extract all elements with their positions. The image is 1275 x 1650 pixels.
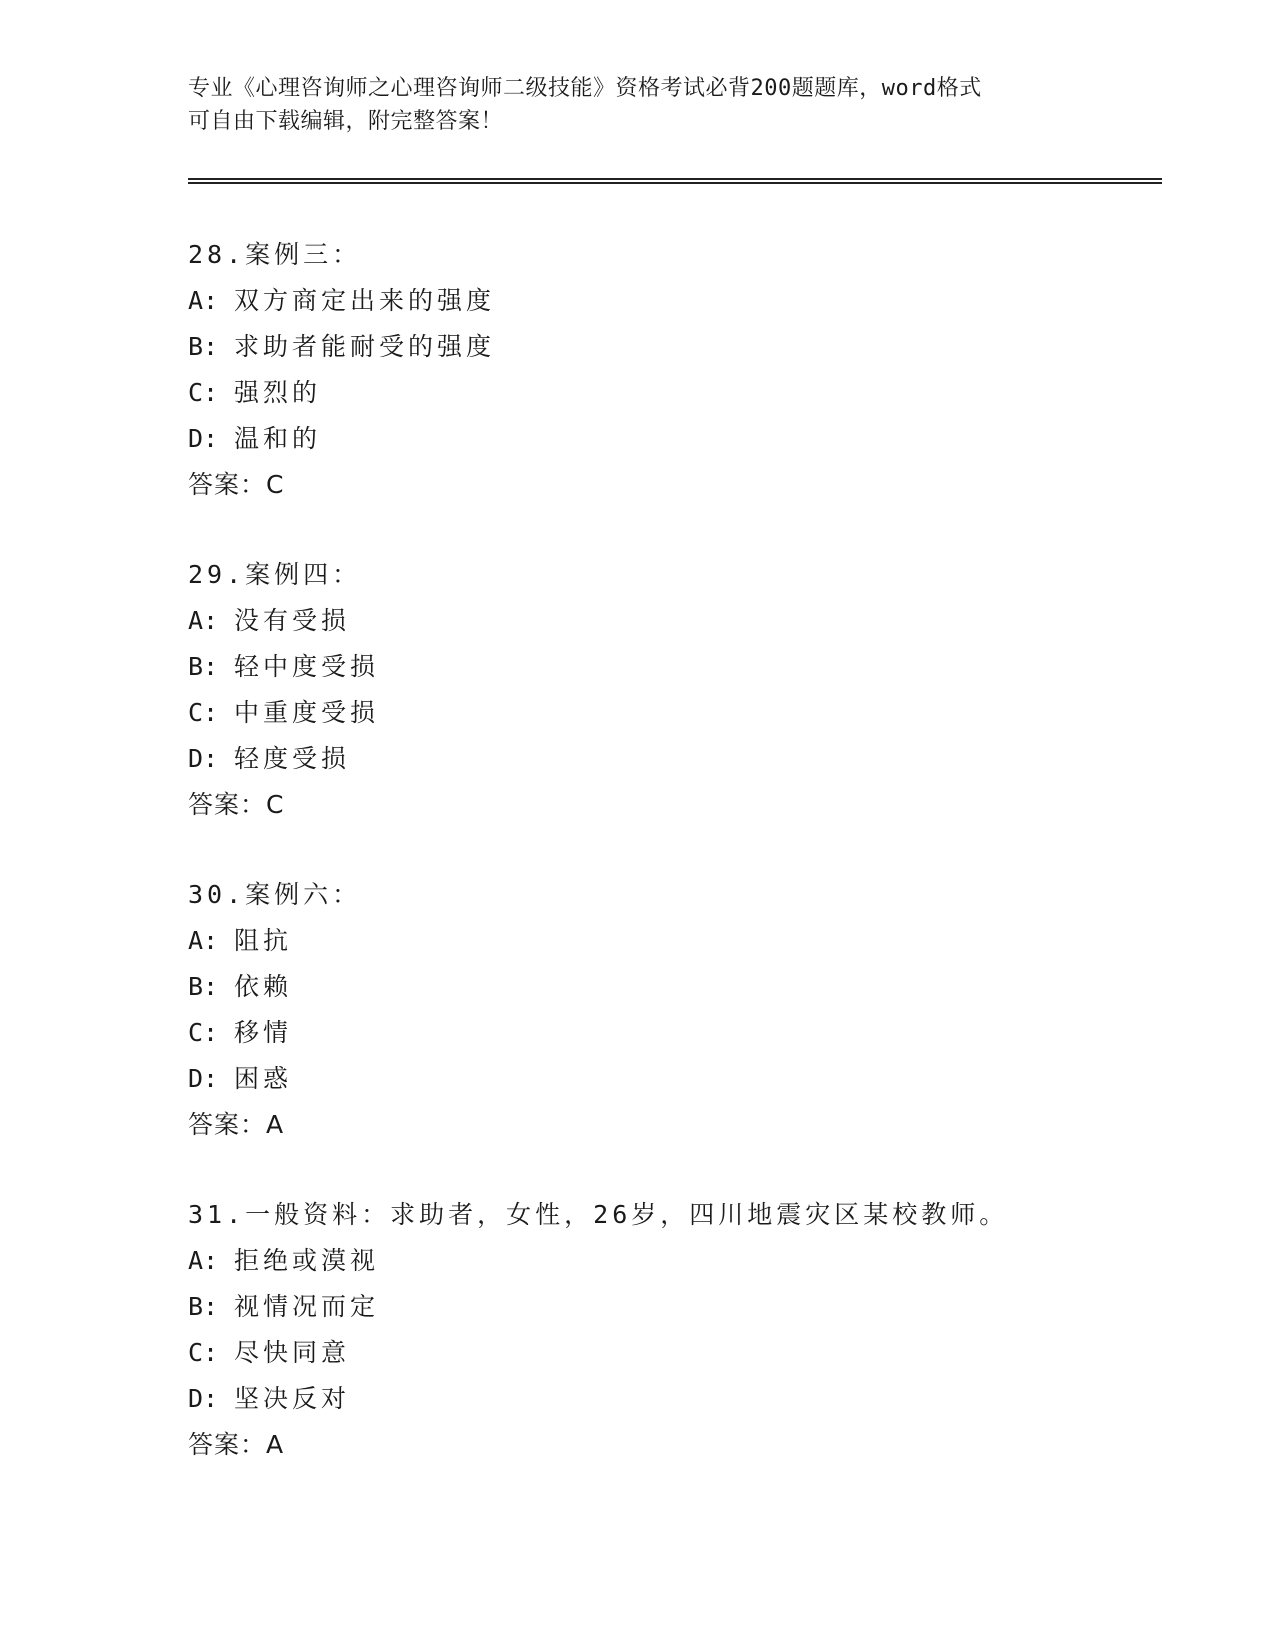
option-text: 中重度受损 — [234, 698, 380, 727]
header-divider-bottom — [188, 182, 1162, 184]
header-line-1: 专业《心理咨询师之心理咨询师二级技能》资格考试必背200题题库，word格式 — [188, 76, 982, 101]
option-text: 困惑 — [234, 1064, 293, 1093]
option-c — [188, 1010, 1148, 1056]
option-text: 移情 — [234, 1018, 293, 1047]
answer-line: 答案：C — [188, 470, 285, 499]
option-text: 坚决反对 — [234, 1384, 351, 1413]
option-letter: D: — [188, 1064, 219, 1093]
option-text: 轻度受损 — [234, 744, 351, 773]
option-letter: D: — [188, 424, 219, 453]
option-text: 双方商定出来的强度 — [234, 286, 496, 315]
option-a — [188, 598, 1148, 644]
option-c — [188, 370, 1148, 416]
option-c — [188, 1330, 1148, 1376]
option-letter: A: — [188, 1246, 219, 1275]
question-29 — [188, 552, 1148, 828]
option-text: 求助者能耐受的强度 — [234, 332, 496, 361]
option-c — [188, 690, 1148, 736]
option-letter: A: — [188, 286, 219, 315]
header-divider-top — [188, 178, 1162, 180]
option-a — [188, 1238, 1148, 1284]
option-d — [188, 416, 1148, 462]
option-letter: B: — [188, 652, 219, 681]
document-header — [188, 72, 1088, 138]
option-text: 视情况而定 — [234, 1292, 380, 1321]
option-text: 没有受损 — [234, 606, 351, 635]
option-text: 拒绝或漠视 — [234, 1246, 380, 1275]
option-a — [188, 918, 1148, 964]
option-text: 轻中度受损 — [234, 652, 380, 681]
option-letter: B: — [188, 1292, 219, 1321]
option-b — [188, 1284, 1148, 1330]
option-letter: B: — [188, 972, 219, 1001]
question-30 — [188, 872, 1148, 1148]
option-letter: C: — [188, 1018, 219, 1047]
option-letter: A: — [188, 606, 219, 635]
question-stem: 31.一般资料：求助者，女性，26岁，四川地震灾区某校教师。 — [188, 1200, 1009, 1229]
question-stem: 28.案例三： — [188, 240, 362, 269]
option-letter: C: — [188, 698, 219, 727]
option-b — [188, 964, 1148, 1010]
option-text: 依赖 — [234, 972, 293, 1001]
answer-line: 答案：A — [188, 1430, 285, 1459]
answer-line: 答案：C — [188, 790, 285, 819]
option-b — [188, 324, 1148, 370]
option-text: 阻抗 — [234, 926, 293, 955]
option-letter: A: — [188, 926, 219, 955]
option-letter: C: — [188, 378, 219, 407]
question-31 — [188, 1192, 1148, 1468]
option-letter: D: — [188, 1384, 219, 1413]
answer-line: 答案：A — [188, 1110, 285, 1139]
question-list — [188, 232, 1148, 1512]
option-text: 尽快同意 — [234, 1338, 351, 1367]
option-text: 强烈的 — [234, 378, 322, 407]
option-a — [188, 278, 1148, 324]
question-28 — [188, 232, 1148, 508]
option-letter: C: — [188, 1338, 219, 1367]
option-text: 温和的 — [234, 424, 322, 453]
option-d — [188, 736, 1148, 782]
option-letter: D: — [188, 744, 219, 773]
option-letter: B: — [188, 332, 219, 361]
option-d — [188, 1376, 1148, 1422]
option-b — [188, 644, 1148, 690]
option-d — [188, 1056, 1148, 1102]
question-stem: 29.案例四： — [188, 560, 362, 589]
header-line-2: 可自由下载编辑，附完整答案！ — [188, 109, 504, 134]
question-stem: 30.案例六： — [188, 880, 362, 909]
